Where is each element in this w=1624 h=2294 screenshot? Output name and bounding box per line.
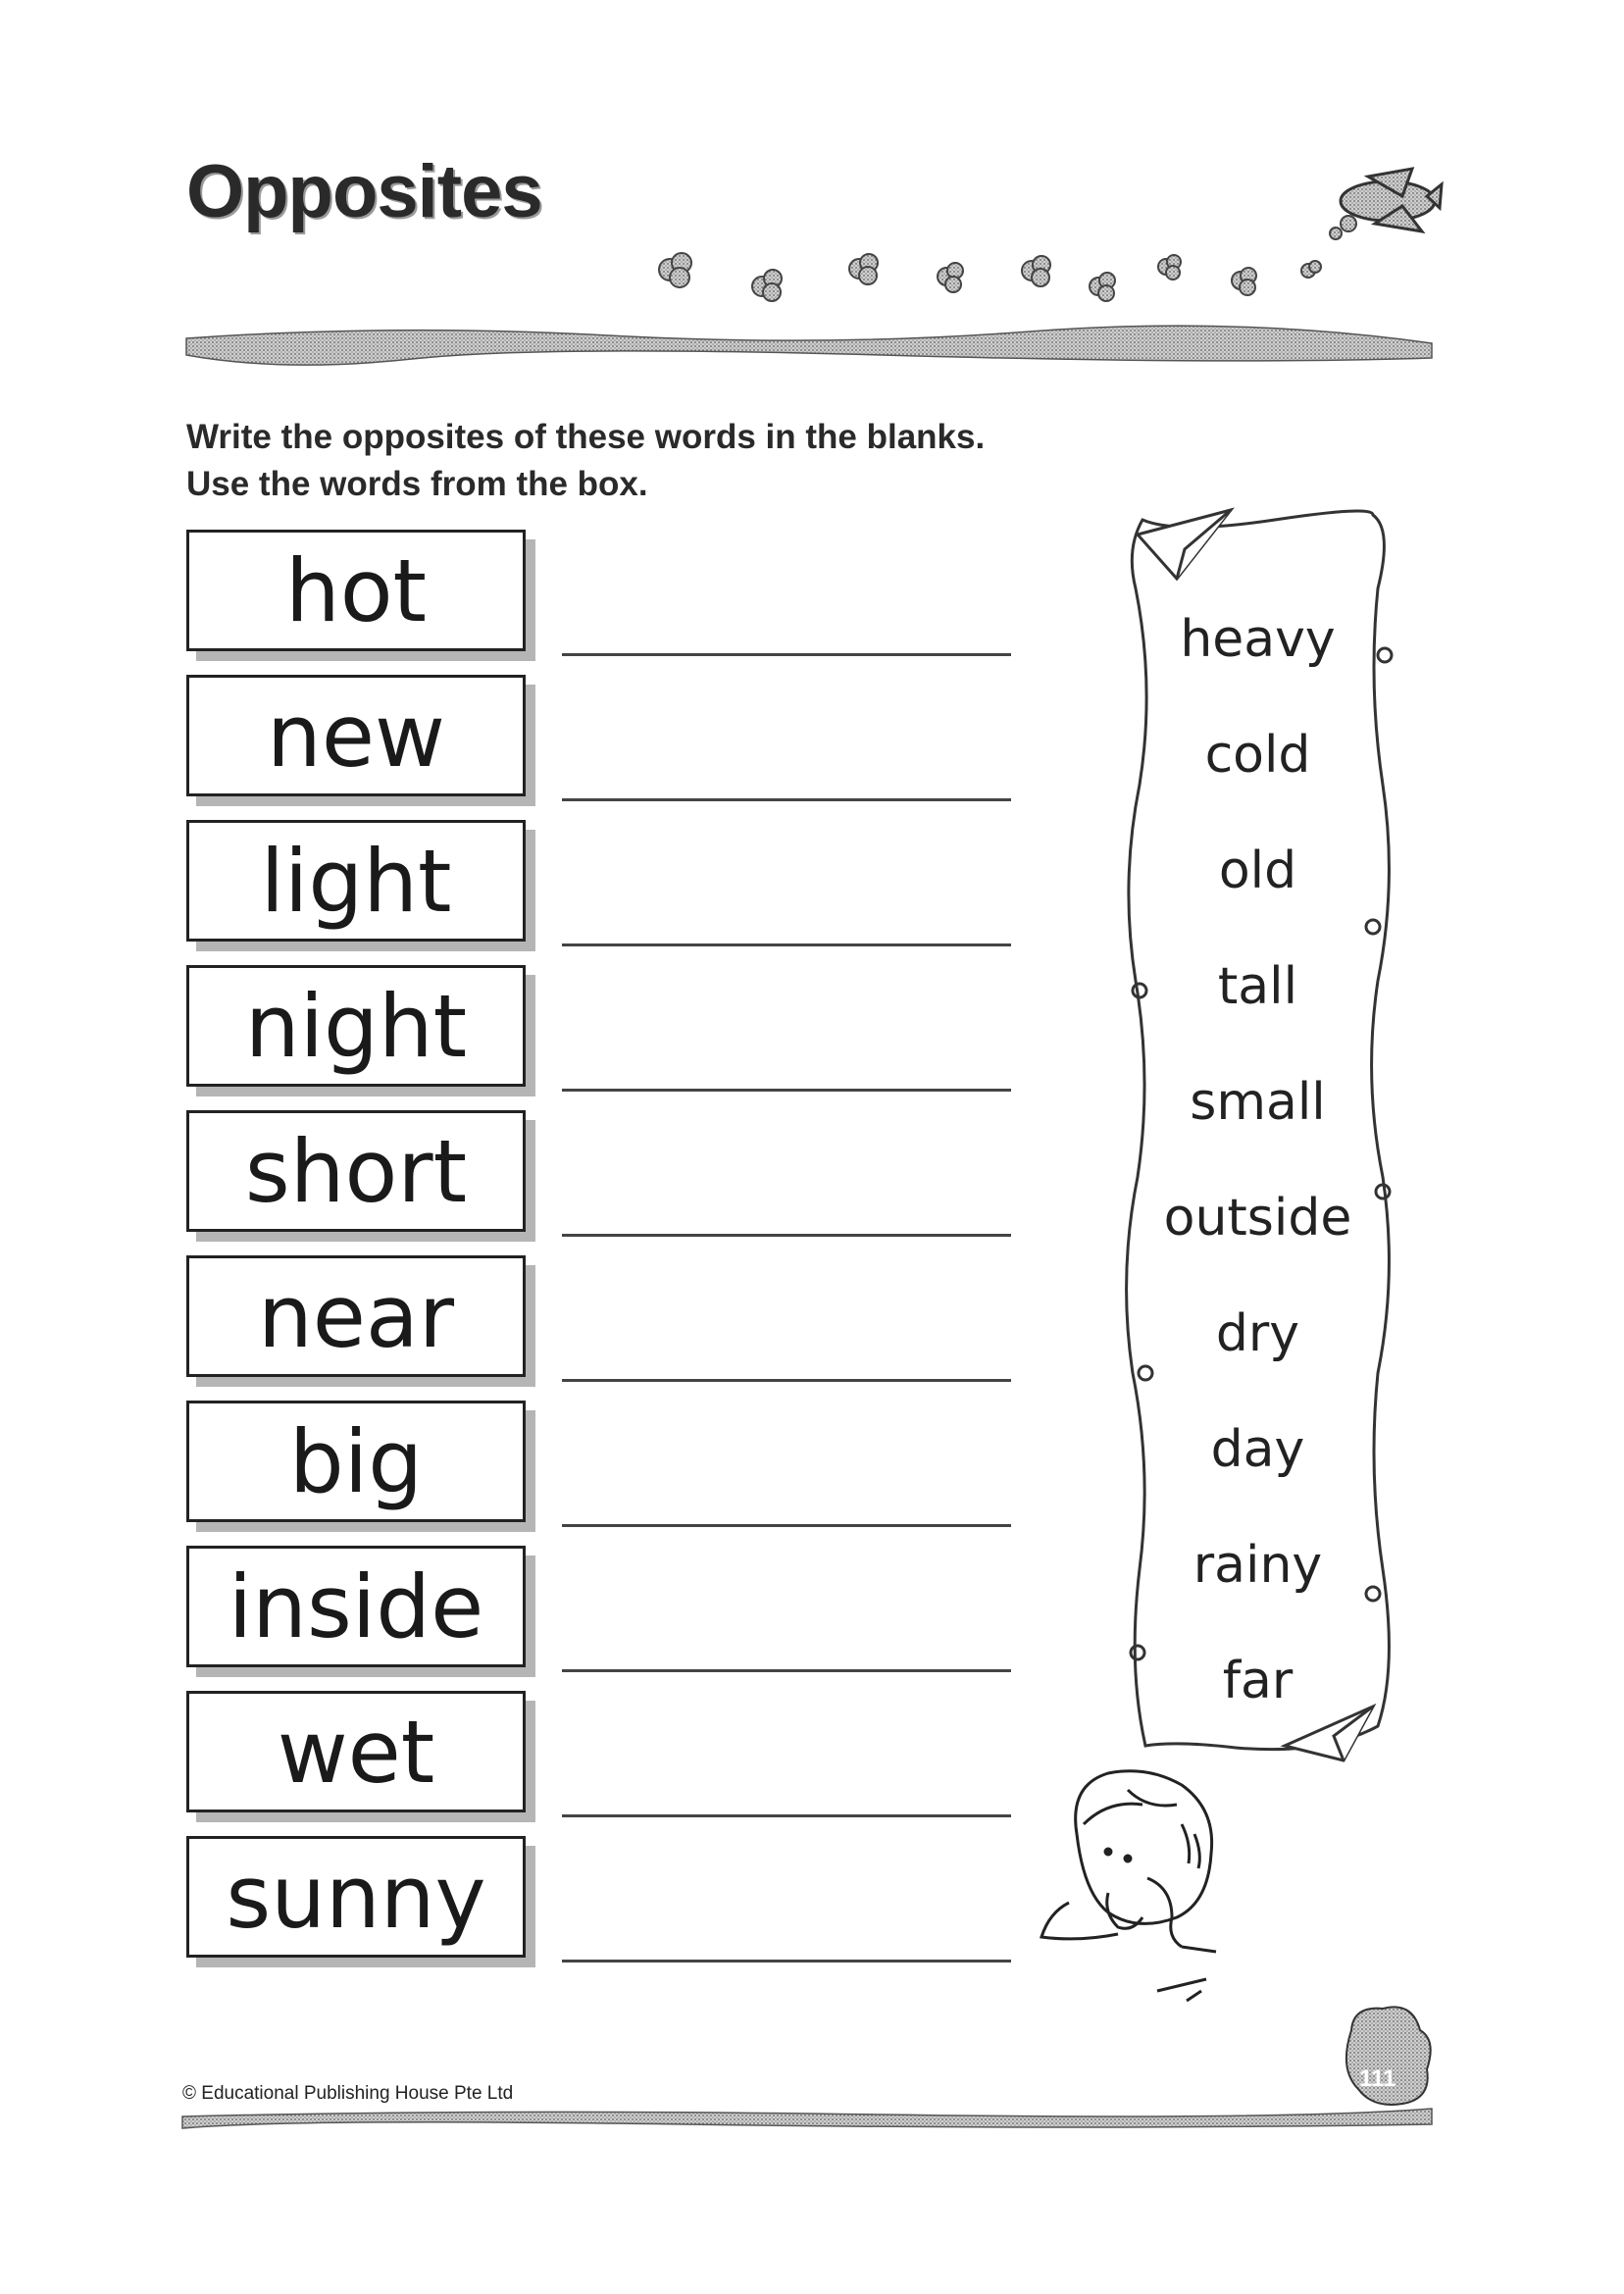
- word-row: [186, 530, 1049, 657]
- answer-blank[interactable]: [562, 1089, 1011, 1092]
- box-word: day: [1210, 1420, 1305, 1479]
- instructions: [186, 414, 985, 508]
- word-text: wet: [277, 1701, 435, 1803]
- word-row: [186, 1110, 1049, 1238]
- word-text: big: [288, 1410, 424, 1512]
- word-card: [186, 1691, 526, 1812]
- word-row: [186, 1255, 1049, 1383]
- word-text: inside: [228, 1555, 484, 1657]
- word-row: [186, 1691, 1049, 1818]
- word-text: sunny: [226, 1846, 486, 1948]
- page-number: 111: [1359, 2065, 1396, 2092]
- page-title: Opposites: [186, 150, 542, 233]
- answer-blank[interactable]: [562, 1960, 1011, 1963]
- word-card: [186, 1255, 526, 1377]
- word-card: [186, 1546, 526, 1667]
- box-word: outside: [1163, 1189, 1352, 1248]
- word-card: [186, 1110, 526, 1232]
- word-card: [186, 820, 526, 942]
- bottom-border-strip: [182, 2109, 1432, 2128]
- word-row: [186, 1836, 1049, 1963]
- box-word: dry: [1215, 1304, 1300, 1363]
- top-border-strip: [186, 326, 1432, 365]
- box-word: small: [1190, 1073, 1326, 1132]
- instruction-line-1: Write the opposites of these words in the blanks.: [186, 418, 986, 456]
- word-card: [186, 675, 526, 796]
- answer-blank[interactable]: [562, 943, 1011, 946]
- box-word: old: [1218, 841, 1297, 900]
- instruction-line-2: Use the words from the box.: [186, 465, 648, 503]
- box-word: rainy: [1193, 1536, 1323, 1595]
- copyright-footer: © Educational Publishing House Pte Ltd: [182, 2083, 514, 2104]
- answer-blank[interactable]: [562, 653, 1011, 656]
- word-row: [186, 965, 1049, 1093]
- word-row: [186, 1546, 1049, 1673]
- cloud-trail-icons: [659, 216, 1356, 301]
- box-word: heavy: [1180, 610, 1336, 669]
- word-card: [186, 530, 526, 651]
- answer-blank[interactable]: [562, 1234, 1011, 1237]
- word-text: light: [260, 830, 452, 932]
- word-text: new: [267, 685, 445, 787]
- answer-blank[interactable]: [562, 1379, 1011, 1382]
- box-word: cold: [1204, 726, 1311, 785]
- word-card: [186, 965, 526, 1087]
- word-card: [186, 1401, 526, 1522]
- answer-blank[interactable]: [562, 1669, 1011, 1672]
- word-text: hot: [284, 539, 428, 641]
- word-card: [186, 1836, 526, 1958]
- word-row: [186, 1401, 1049, 1528]
- answer-blank[interactable]: [562, 1814, 1011, 1817]
- word-text: night: [244, 975, 468, 1077]
- word-text: near: [257, 1265, 455, 1367]
- answer-blank[interactable]: [562, 1524, 1011, 1527]
- box-word: far: [1222, 1652, 1294, 1710]
- word-text: short: [244, 1120, 468, 1222]
- word-row: [186, 820, 1049, 947]
- answer-blank[interactable]: [562, 798, 1011, 801]
- word-row: [186, 675, 1049, 802]
- box-word: tall: [1217, 957, 1298, 1016]
- child-illustration: [1041, 1771, 1216, 2001]
- word-box: [1128, 510, 1388, 1765]
